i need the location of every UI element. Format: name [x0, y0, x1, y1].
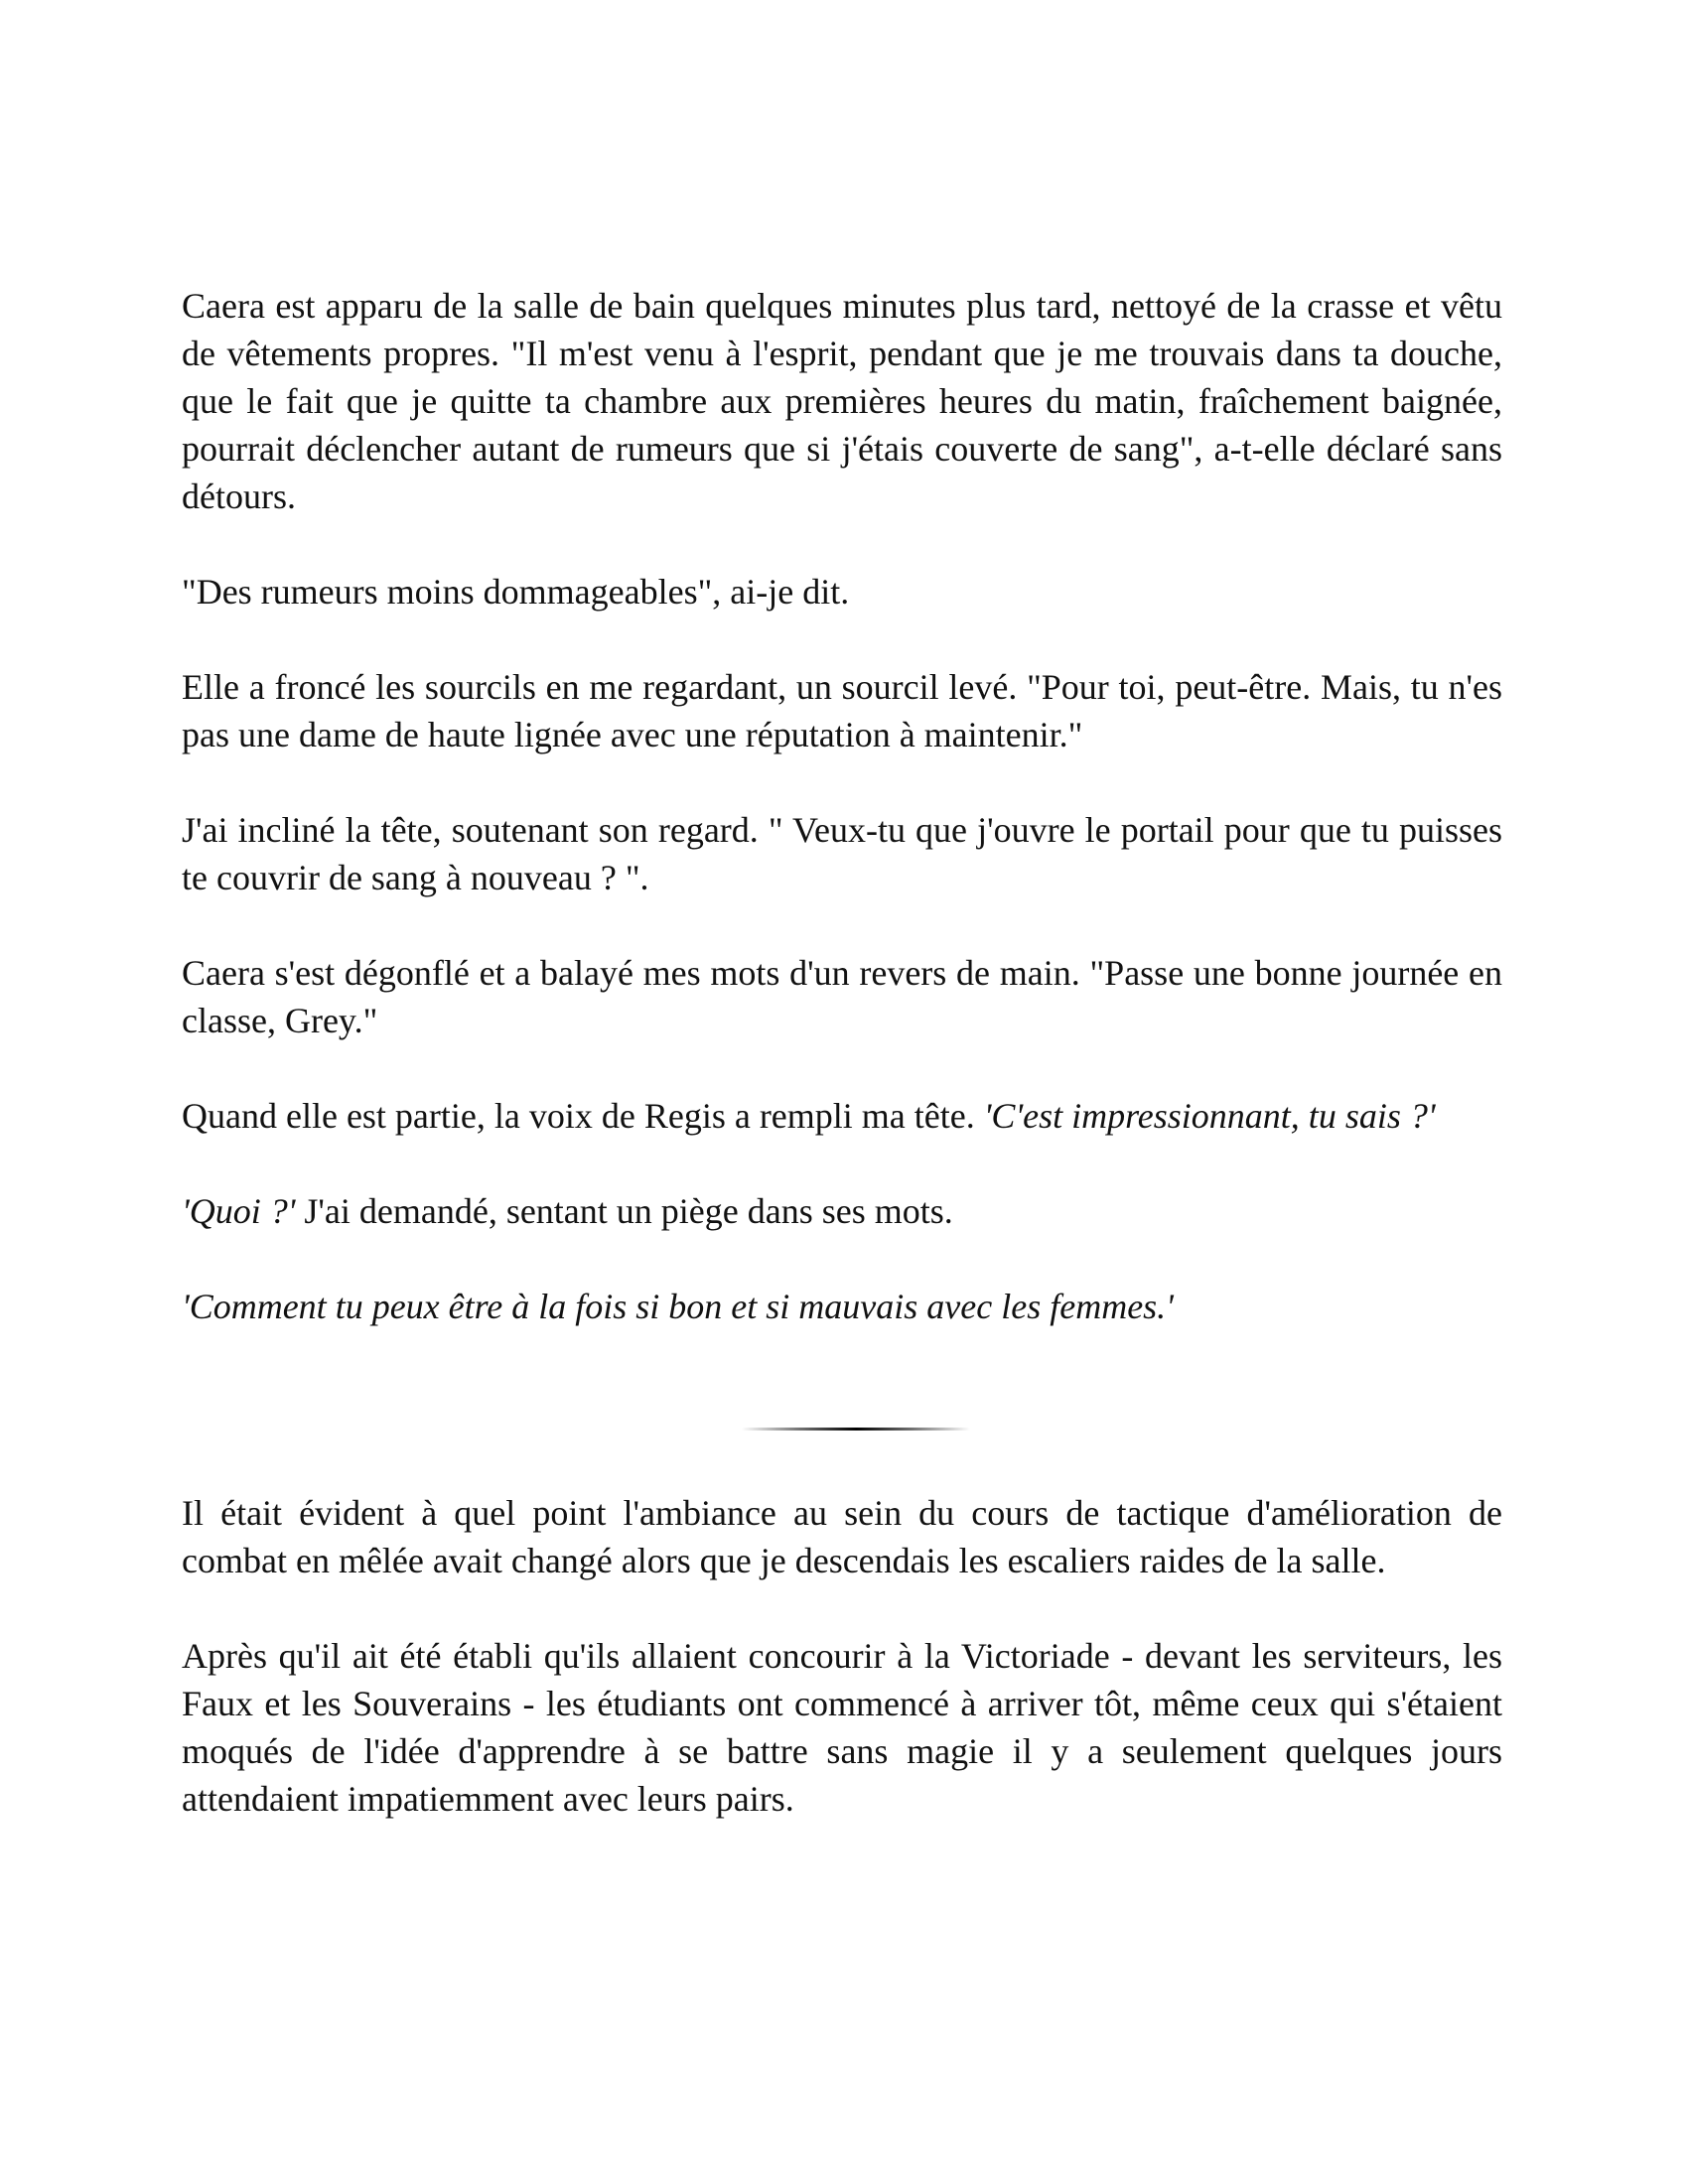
- paragraph: Caera est apparu de la salle de bain quelques minutes plus tard, nettoyé de la crasse et vêtu de vêtements propres. "Il m'est venu à l'esprit, pendant que je me trouvais dans ta douche, que le fait que je quitte ta chambre aux premières heures du matin, fraîchement baignée, pourrait déclencher autant de rumeurs que si j'étais couverte de sang", a-t-elle déclaré sans détours.: [182, 286, 1502, 516]
- paragraph: J'ai incliné la tête, soutenant son regard. " Veux-tu que j'ouvre le portail pour que tu puisses te couvrir de sang à nouveau ? ".: [182, 810, 1502, 897]
- paragraph: "Des rumeurs moins dommageables", ai-je dit.: [182, 572, 850, 612]
- paragraph: Caera s'est dégonflé et a balayé mes mots d'un revers de main. "Passe une bonne journée en classe, Grey.": [182, 953, 1502, 1040]
- paragraph: [182, 1092, 1502, 1140]
- narration-text: J'ai demandé, sentant un piège dans ses mots.: [295, 1191, 953, 1231]
- section-divider-line: [742, 1428, 970, 1431]
- telepathic-dialogue: 'C'est impressionnant, tu sais ?': [983, 1096, 1436, 1136]
- document-page: [182, 282, 1502, 1870]
- section-break: [182, 1366, 1502, 1489]
- paragraph: [182, 1283, 1502, 1330]
- narration-text: Quand elle est partie, la voix de Regis a rempli ma tête.: [182, 1096, 984, 1136]
- paragraph: [182, 1187, 1502, 1235]
- paragraph: Il était évident à quel point l'ambiance au sein du cours de tactique d'amélioration de combat en mêlée avait changé alors que je descendais les escaliers raides de la salle.: [182, 1493, 1502, 1580]
- paragraph: Elle a froncé les sourcils en me regardant, un sourcil levé. "Pour toi, peut-être. Mais, tu n'es pas une dame de haute lignée avec une réputation à maintenir.": [182, 667, 1502, 754]
- paragraph: Après qu'il ait été établi qu'ils allaient concourir à la Victoriade - devant les serviteurs, les Faux et les Souverains - les étudiants ont commencé à arriver tôt, même ceux qui s'étaient moqués de l'idée d'apprendre à se battre sans magie il y a seulement quelques jours attendaient impatiemment avec leurs pairs.: [182, 1636, 1502, 1819]
- telepathic-dialogue: 'Comment tu peux être à la fois si bon et si mauvais avec les femmes.': [182, 1287, 1174, 1326]
- telepathic-dialogue: 'Quoi ?': [182, 1191, 296, 1231]
